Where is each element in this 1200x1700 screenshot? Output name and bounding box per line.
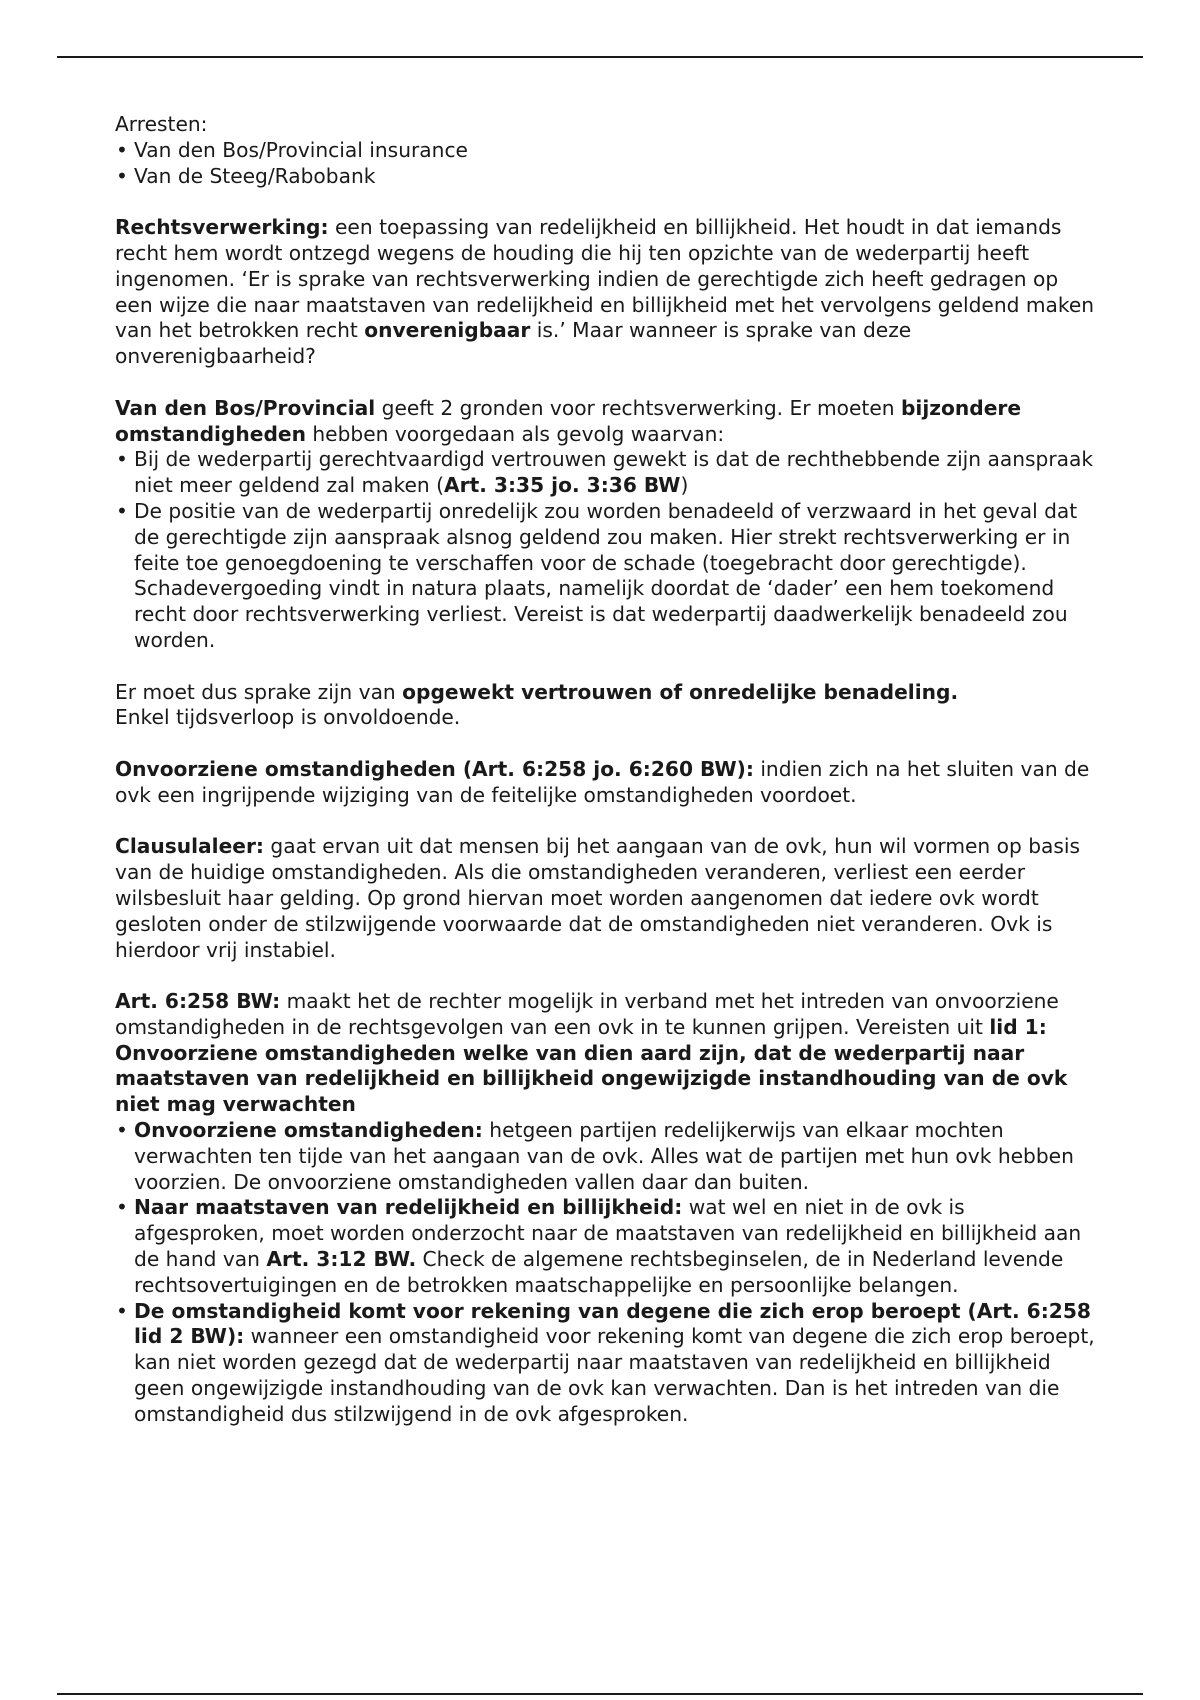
- gronden-list: [115, 447, 1095, 653]
- clausulaleer-paragraph: Clausulaleer: gaat ervan uit dat mensen bij het aangaan van de ovk, hun wil vormen op basis van de huidige omstandigheden. Als die omstandigheden veranderen, verliest een eerder wilsbesluit haar gelding. Op grond hiervan moet worden aangenomen dat iedere ovk wordt gesloten onder de stilzwijgende voorwaarde dat de omstandigheden niet veranderen. Ovk is hierdoor vrij instabiel.: [115, 834, 1081, 962]
- list-item: • Van den Bos/Provincial insurance: [115, 138, 1095, 164]
- arresten-list: [115, 138, 1095, 190]
- list-item: • Van de Steeg/Rabobank: [115, 164, 1095, 190]
- art-6-258-section: [115, 989, 1095, 1428]
- footer-rule: [57, 1693, 1143, 1695]
- tijdsverloop-line: Enkel tijdsverloop is onvoldoende.: [115, 705, 461, 730]
- list-item: • Bij de wederpartij gerechtvaardigd vertrouwen gewekt is dat de rechthebbende zijn aanspraak niet meer geldend zal maken (Art. 3:35 jo. 3:36 BW): [115, 447, 1095, 499]
- list-item: • Naar maatstaven van redelijkheid en billijkheid: wat wel en niet in de ovk is afgesproken, moet worden onderzocht naar de maatstaven van redelijkheid en billijkheid aan de hand van Art. 3:12 BW. Check de algemene rechtsbeginselen, de in Nederland levende rechtsovertuigingen en de betrokken maatschappelijke en persoonlijke belangen.: [115, 1195, 1095, 1298]
- term-onverenigbaar: onverenigbaar: [364, 318, 531, 343]
- arresten-heading: Arresten:: [115, 112, 208, 136]
- vertrouwen-section: [115, 680, 1095, 732]
- van-den-bos-section: [115, 396, 1095, 654]
- header-rule: [57, 56, 1143, 58]
- list-item: • Onvoorziene omstandigheden: hetgeen partijen redelijkerwijs van elkaar mochten verwachten ten tijde van het aangaan van de ovk. Alles wat de partijen met hun ovk hebben voorzien. De onvoorziene omstandigheden vallen daar dan buiten.: [115, 1118, 1095, 1195]
- term-rechtsverwerking: Rechtsverwerking:: [115, 215, 329, 240]
- van-den-bos-intro: Van den Bos/Provincial geeft 2 gronden voor rechtsverwerking. Er moeten bijzondere omstandigheden hebben voorgedaan als gevolg waarvan:: [115, 395, 1022, 446]
- list-item: • De positie van de wederpartij onredelijk zou worden benadeeld of verzwaard in het geval dat de gerechtigde zijn aanspraak alsnog geldend zou maken. Hier strekt rechtsverwerking er in feite toe genoegdoening te verschaffen voor de schade (toegebracht door gerechtigde). Schadevergoeding vindt in natura plaats, namelijk doordat de ‘dader’ een hem toekomend recht door rechtsverwerking verliest. Vereist is dat wederpartij daadwerkelijk benadeeld zou worden.: [115, 499, 1095, 654]
- vereisten-list: [115, 1118, 1095, 1428]
- vereisten-statement: Onvoorziene omstandigheden welke van dien aard zijn, dat de wederpartij naar maatstaven van redelijkheid en billijkheid ongewijzigde instandhouding van de ovk niet mag verwachten: [115, 1040, 1068, 1117]
- onvoorziene-omstandigheden-paragraph: Onvoorziene omstandigheden (Art. 6:258 jo. 6:260 BW): indien zich na het sluiten van de ovk een ingrijpende wijziging van de feitelijke omstandigheden voordoet.: [115, 756, 1090, 807]
- rechtsverwerking-paragraph: Rechtsverwerking: een toepassing van redelijkheid en billijkheid. Het houdt in dat iemands recht hem wordt ontzegd wegens de houding die hij ten opzichte van de wederpartij heeft ingenomen. ‘Er is sprake van rechtsverwerking indien de gerechtigde zich heeft gedragen op een wijze die naar maatstaven van redelijkheid en billijkheid met het vervolgens geldend maken van het betrokken recht onverenigbaar is.’ Maar wanneer is sprake van deze onverenigbaarheid?: [115, 215, 1095, 369]
- page-content: [115, 112, 1095, 1428]
- list-item: • De omstandigheid komt voor rekening van degene die zich erop beroept (Art. 6:258 lid 2 BW): wanneer een omstandigheid voor rekening komt van degene die zich erop beroept, kan niet worden gezegd dat de wederpartij naar maatstaven van redelijkheid en billijkheid geen ongewijzigde instandhouding van de ovk kan verwachten. Dan is het intreden van die omstandigheid dus stilzwijgend in de ovk afgesproken.: [115, 1299, 1095, 1428]
- arresten-section: [115, 112, 1095, 189]
- art-6-258-intro: Art. 6:258 BW: maakt het de rechter mogelijk in verband met het intreden van onvoorziene omstandigheden in de rechtsgevolgen van een ovk in te kunnen grijpen. Vereisten uit lid 1:: [115, 989, 1059, 1039]
- vertrouwen-paragraph: Er moet dus sprake zijn van opgewekt vertrouwen of onredelijke benadeling.: [115, 679, 959, 704]
